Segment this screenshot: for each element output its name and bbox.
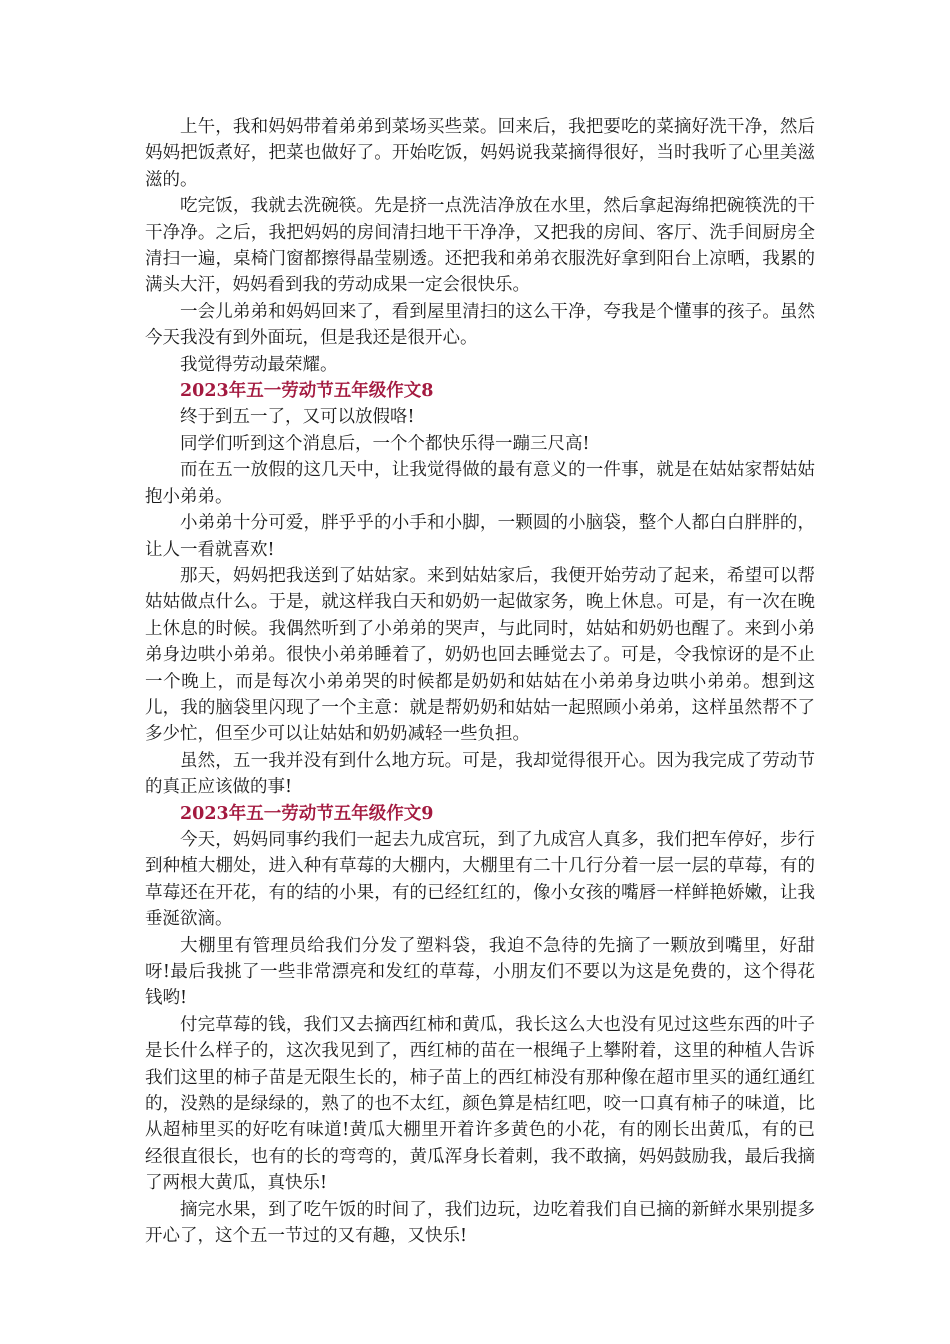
paragraph: 付完草莓的钱，我们又去摘西红柿和黄瓜，我长这么大也没有见过这些东西的叶子是长什么样子的，这次我见到了，西红柿的苗在一根绳子上攀附着，这里的种植人告诉我们这里的柿子苗是无限生长的，柿子苗上的西红柿没有那种像在超市里买的通红通红的，没熟的是绿绿的，熟了的也不太红，颜色算是桔红吧，咬一口真有柿子的味道，比从超柿里买的好吃有味道!黄瓜大棚里开着许多黄色的小花，有的刚长出黄瓜，有的已经很直很长，也有的长的弯弯的，黄瓜浑身长着刺，我不敢摘，妈妈鼓励我，最后我摘了两根大黄瓜，真快乐! xyxy=(145,1014,815,1194)
paragraph: 吃完饭，我就去洗碗筷。先是挤一点洗洁净放在水里，然后拿起海绵把碗筷洗的干干净净。之后，我把妈妈的房间清扫地干干净净，又把我的房间、客厅、洗手间厨房全清扫一遍，桌椅门窗都擦得晶莹剔透。还把我和弟弟衣服洗好拿到阳台上凉晒，我累的满头大汗，妈妈看到我的劳动成果一定会很快乐。 xyxy=(145,196,815,296)
essay-heading: 2023年五一劳动节五年级作文8 xyxy=(180,381,434,402)
essay-section-7-continued xyxy=(145,114,815,378)
paragraph: 摘完水果，到了吃午饭的时间了，我们边玩，边吃着我们自已摘的新鲜水果别提多开心了，这个五一节过的又有趣，又快乐! xyxy=(145,1199,815,1247)
paragraph: 一会儿弟弟和妈妈回来了，看到屋里清扫的这么干净，夸我是个懂事的孩子。虽然今天我没有到外面玩，但是我还是很开心。 xyxy=(145,301,815,349)
essay-heading: 2023年五一劳动节五年级作文9 xyxy=(180,803,434,824)
paragraph: 小弟弟十分可爱，胖乎乎的小手和小脚，一颗圆的小脑袋，整个人都白白胖胖的，让人一看就喜欢! xyxy=(145,513,815,560)
paragraph: 今天，妈妈同事约我们一起去九成宫玩，到了九成宫人真多，我们把车停好，步行到种植大棚处，进入种有草莓的大棚内，大棚里有二十几行分着一层一层的草莓，有的草莓还在开花，有的结的小果，有的已经红红的，像小女孩的嘴唇一样鲜艳娇嫩，让我垂涎欲滴。 xyxy=(145,829,815,930)
paragraph: 终于到五一了，又可以放假咯! xyxy=(180,407,415,428)
paragraph: 而在五一放假的这几天中，让我觉得做的最有意义的一件事，就是在姑姑家帮姑姑抱小弟弟。 xyxy=(145,460,815,507)
paragraph: 虽然，五一我并没有到什么地方玩。可是，我却觉得很开心。因为我完成了劳动节的真正应该做的事! xyxy=(145,750,815,798)
essay-section-9 xyxy=(145,801,815,1250)
paragraph: 大棚里有管理员给我们分发了塑料袋，我迫不急待的先摘了一颗放到嘴里，好甜呀!最后我挑了一些非常漂亮和发红的草莓，小朋友们不要以为这是免费的，这个得花钱哟! xyxy=(145,935,815,1009)
paragraph: 我觉得劳动最荣耀。 xyxy=(180,354,338,375)
paragraph: 同学们听到这个消息后，一个个都快乐得一蹦三尺高! xyxy=(180,433,590,454)
paragraph: 那天，妈妈把我送到了姑姑家。来到姑姑家后，我便开始劳动了起来，希望可以帮姑姑做点什么。于是，就这样我白天和奶奶一起做家务，晚上休息。可是，有一次在晚上休息的时候。我偶然听到了小弟弟的哭声，与此同时，姑姑和奶奶也醒了。来到小弟弟身边哄小弟弟。很快小弟弟睡着了，奶奶也回去睡觉去了。可是，令我惊讶的是不止一个晚上，而是每次小弟弟哭的时候都是奶奶和姑姑在小弟弟身边哄小弟弟。想到这儿，我的脑袋里闪现了一个主意：就是帮奶奶和姑姑一起照顾小弟弟，这样虽然帮不了多少忙，但至少可以让姑姑和奶奶减轻一些负担。 xyxy=(145,565,815,745)
essay-section-8 xyxy=(145,378,815,801)
paragraph: 上午，我和妈妈带着弟弟到菜场买些菜。回来后，我把要吃的菜摘好洗干净，然后妈妈把饭煮好，把菜也做好了。开始吃饭，妈妈说我菜摘得很好，当时我听了心里美滋滋的。 xyxy=(145,117,815,190)
document-page xyxy=(145,114,815,1249)
